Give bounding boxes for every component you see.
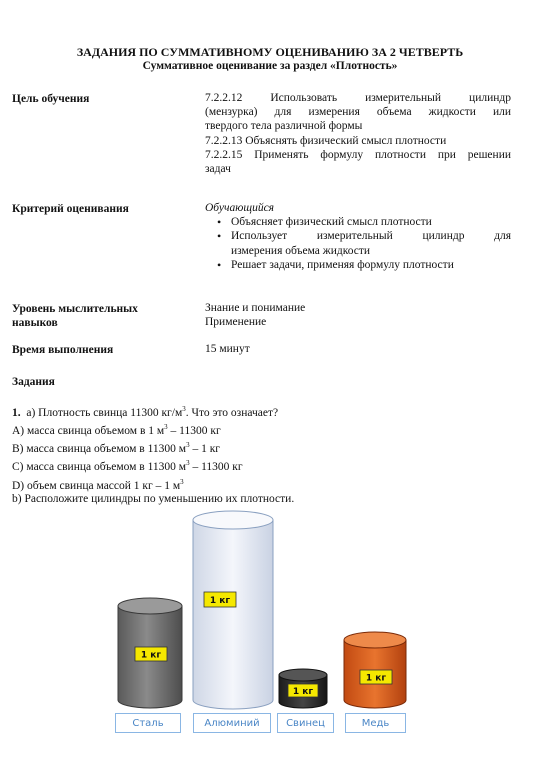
time-value: 15 минут [205, 343, 250, 355]
goal-line: твердого тела различной формы [205, 120, 363, 133]
criteria-list [205, 215, 511, 272]
cylinders-figure [0, 500, 540, 715]
criteria-label: Критерий оценивания [12, 203, 129, 215]
weight-label: 1 кг [209, 596, 231, 606]
learner-label: Обучающийся [205, 202, 275, 214]
weight-label: 1 кг [292, 687, 314, 697]
weight-label: 1 кг [365, 673, 387, 684]
option-d: D) объем свинца массой 1 кг – 1 $м^3$ [12, 477, 184, 492]
list-item: • Объясняет физический смысл плотности [205, 215, 511, 229]
goal-line: 7.2.2.13 Объяснять физический смысл плотности [205, 134, 447, 147]
weight-label: 1 кг [140, 650, 162, 661]
list-item: • Решает задачи, применяя формулу плотности [205, 258, 511, 272]
goal-text [205, 91, 511, 176]
level-label: Уровень мыслительных навыков [12, 303, 138, 329]
tasks-heading: Задания [12, 376, 55, 388]
task-1b: b) Расположите цилиндры по уменьшению их плотности. [12, 493, 295, 505]
cylinder-steel [118, 598, 182, 708]
time-label: Время выполнения [12, 344, 114, 356]
criteria-text [205, 201, 511, 272]
task-1a: 1. а) Плотность свинца 11300 $кг/м^3$. Что это означает? А) масса свинца объемом в 1 $м^3 - 11300$ кг В) масса свинца объемом в 11300 $м^3 - 1$ кг С) масса свинца объемом в 11300 $м^3 - 11300$ кг D) объем свинца массой 1 кг – 1 $м^3$ [12, 402, 522, 493]
cylinder-copper [344, 632, 406, 708]
label-steel: Сталь [115, 713, 181, 733]
option-c: С) масса свинца объемом в 11300 $м^3 - 11300$ кг [12, 459, 243, 474]
goal-line: задач [205, 163, 231, 176]
label-aluminium: Алюминий [193, 713, 271, 733]
label-lead: Свинец [277, 713, 334, 733]
level-value: Знание и понимание Применение [205, 302, 306, 329]
list-item: • Использует измерительный цилиндр для измерения объема жидкости [205, 229, 511, 257]
page-subtitle: Суммативное оценивание за раздел «Плотность» [142, 60, 398, 72]
cylinder-lead [279, 669, 327, 708]
page-title: ЗАДАНИЯ ПО СУММАТИВНОМУ ОЦЕНИВАНИЮ ЗА 2 ЧЕТВЕРТЬ [76, 45, 464, 59]
option-a: А) масса свинца объемом в 1 $м^3 - 11300$ кг [12, 423, 221, 437]
goal-label: Цель обучения [12, 93, 90, 105]
cylinder-aluminium [193, 511, 273, 709]
goal-line: 7.2.2.15 Применять формулу плотности при решении [205, 148, 511, 161]
option-b: В) масса свинца объемом в 11300 $м^3 - 1$ кг [12, 441, 221, 456]
label-copper: Медь [345, 713, 406, 733]
goal-line: 7.2.2.12 Использовать измерительный цилиндр [205, 92, 511, 104]
goal-line: (мензурка) для измерения объема жидкости или [205, 106, 511, 119]
